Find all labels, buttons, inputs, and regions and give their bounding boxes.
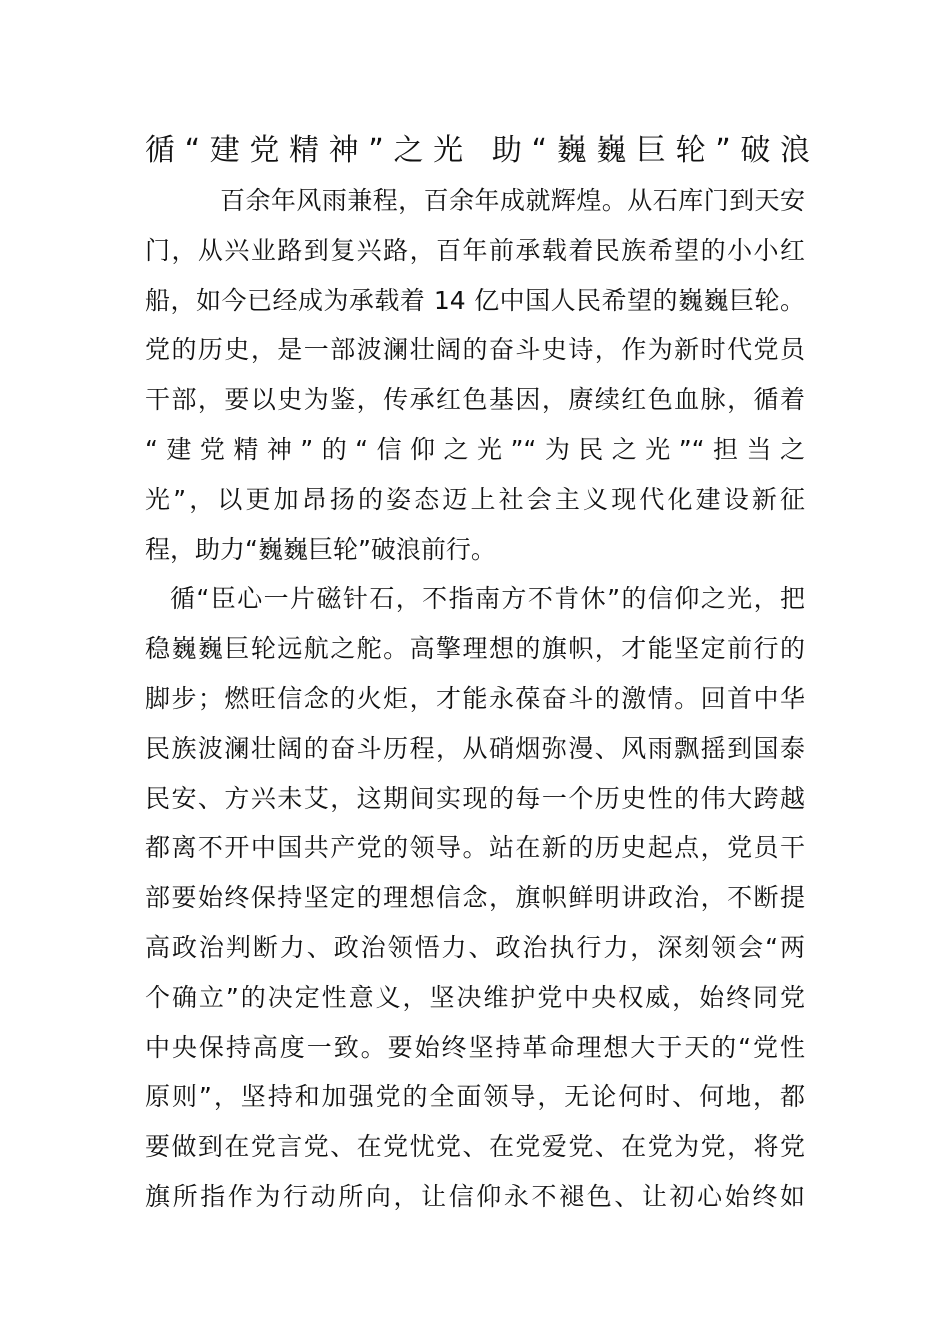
text-line: 部要始终保持坚定的理想信念，旗帜鲜明讲政治，不断提	[145, 883, 805, 913]
text-line: 民安、方兴未艾，这期间实现的每一个历史性的伟大跨越	[145, 783, 805, 813]
text-line: 门，从兴业路到复兴路，百年前承载着民族希望的小小红	[145, 235, 805, 265]
text-line: 原则”，坚持和加强党的全面领导，无论何时、何地，都	[145, 1082, 805, 1112]
text-line: 循“臣心一片磁针石，不指南方不肯休”的信仰之光，把	[170, 584, 805, 614]
text-line: 党的历史，是一部波澜壮阔的奋斗史诗，作为新时代党员	[145, 335, 805, 365]
text-line: 民族波澜壮阔的奋斗历程，从硝烟弥漫、风雨飘摇到国泰	[145, 733, 805, 763]
text-line: 要做到在党言党、在党忧党、在党爱党、在党为党，将党	[145, 1132, 805, 1162]
text-line: 光”，以更加昂扬的姿态迈上社会主义现代化建设新征	[145, 484, 805, 514]
text-line: 百余年风雨兼程，百余年成就辉煌。从石库门到天安	[220, 186, 805, 215]
text-line: 个确立”的决定性意义，坚决维护党中央权威，始终同党	[145, 982, 805, 1012]
text-line: 都离不开中国共产党的领导。站在新的历史起点，党员干	[145, 833, 805, 863]
text-line: 旗所指作为行动所向，让信仰永不褪色、让初心始终如	[145, 1181, 805, 1211]
text-line: 高政治判断力、政治领悟力、政治执行力，深刻领会“两	[145, 932, 805, 962]
text-line: “建党精神”的“信仰之光”“为民之光”“担当之	[145, 434, 805, 464]
document-body	[145, 176, 805, 1222]
text-line: 船，如今已经成为承载着 14 亿中国人民希望的巍巍巨轮。	[145, 285, 805, 315]
text-line: 中央保持高度一致。要始终坚持革命理想大于天的“党性	[145, 1032, 805, 1062]
text-line: 程，助力“巍巍巨轮”破浪前行。	[145, 534, 496, 564]
text-line: 脚步；燃旺信念的火炬，才能永葆奋斗的激情。回首中华	[145, 683, 805, 713]
text-line: 稳巍巍巨轮远航之舵。高擎理想的旗帜，才能坚定前行的	[145, 634, 805, 664]
document-title: 循“建党精神”之光 助“巍巍巨轮”破浪	[145, 133, 810, 168]
text-line: 干部，要以史为鉴，传承红色基因，赓续红色血脉，循着	[145, 385, 805, 415]
